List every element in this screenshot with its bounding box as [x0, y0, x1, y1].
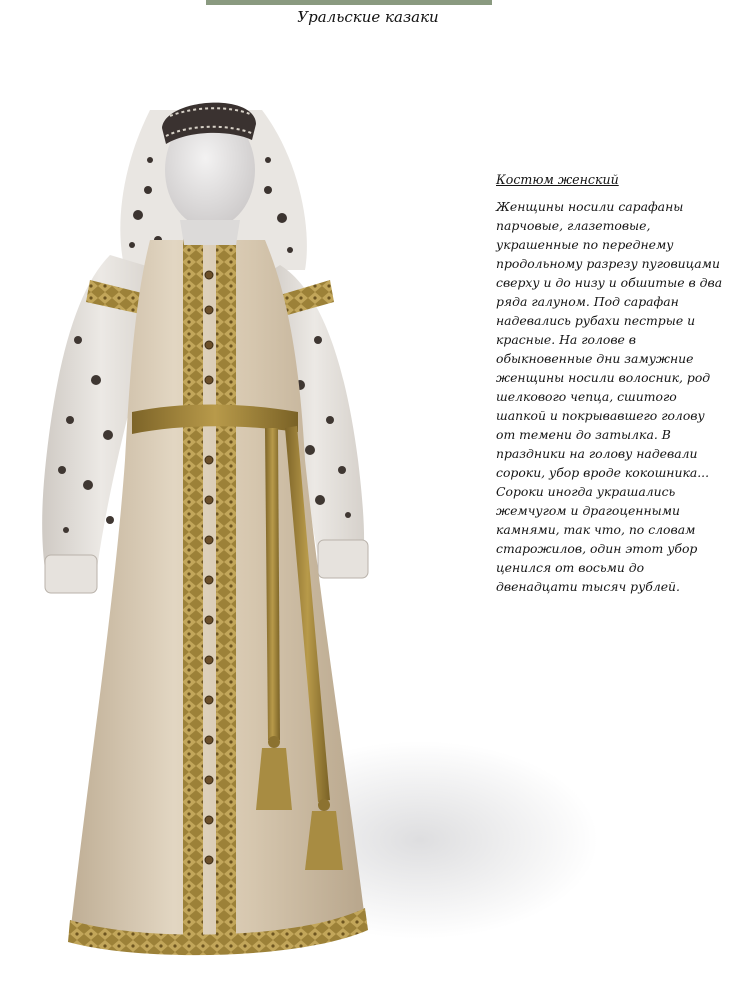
caption-title: Костюм женский [496, 172, 619, 187]
top-decorative-strip [206, 0, 492, 5]
page-title: Уральские казаки [297, 8, 439, 26]
front-trim-right [216, 235, 236, 940]
front-trim-left [183, 235, 203, 940]
caption-block [496, 170, 724, 596]
costume-photo [0, 40, 470, 980]
caption-body: Женщины носили сарафаны парчовые, глазетовые, украшенные по переднему продольному разрезу пуговицами сверху и до низу и обшитые в два ряда галуном. Под сарафан надевались рубахи пестрые и красные. На голове в обыкновенные дни замужние женщины носили волосник, род шелкового чепца, сшитого шапкой и покрывавшего голову от темени до затылка. В праздники на голову надевали сороки, убор вроде кокошника... Сороки иногда украшались жемчугом и драгоценными камнями, так что, по словам старожилов, один этот убор ценился от восьми до двенадцати тысяч рублей. [496, 199, 723, 594]
